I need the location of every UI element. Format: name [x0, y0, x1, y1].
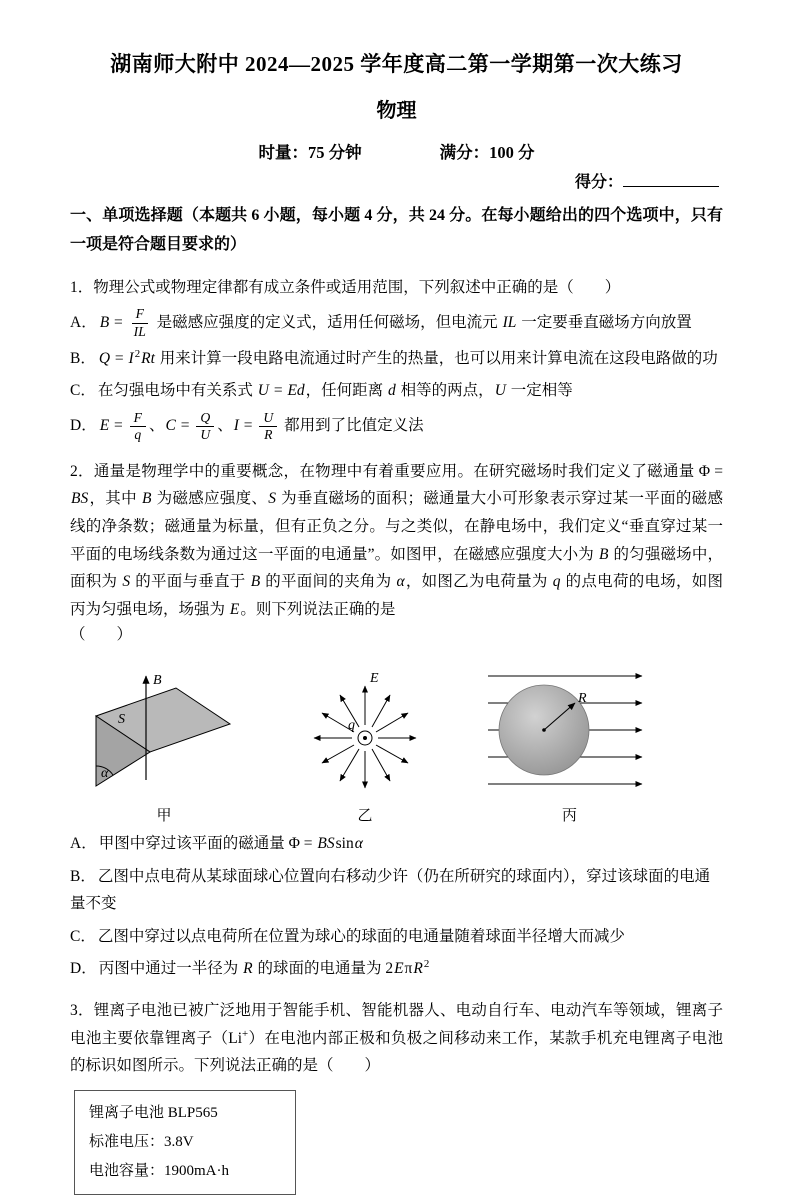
battery-capacity: 电池容量：1900mA·h	[89, 1163, 229, 1180]
label-alpha: α	[101, 766, 109, 782]
figure-yi-svg	[290, 656, 440, 802]
label-E: E	[370, 671, 379, 687]
label-R: R	[578, 691, 587, 707]
q1-option-d	[70, 410, 723, 444]
q2-option-c	[70, 923, 723, 951]
q1-option-b-text: $Q = I^2Rt$ 用来计算一段电路电流通过时产生的热量，也可以用来计算电流在这段电路做的功	[98, 347, 718, 367]
score-label: 得分：	[574, 174, 623, 191]
score-row	[70, 169, 723, 192]
label-q: q	[348, 718, 355, 734]
q2-answer-bracket: （ ）	[70, 626, 133, 644]
label-B: B	[153, 673, 162, 689]
battery-model: 锂离子电池 BLP565	[89, 1104, 218, 1121]
q3-stem: 3．锂离子电池已被广泛地用于智能手机、智能机器人、电动自行车、电动汽车等领域，锂离子电池主要依靠锂离子（Li+）在电池内部正极和负极之间移动来工作，某款手机充电锂离子电池的标识如图所示。下列说法正确的是（ ）	[70, 1001, 723, 1075]
q2-option-d	[70, 955, 723, 983]
q1-option-d-label: D．	[70, 417, 97, 435]
section1-heading: 一、单项选择题（本题共 6 小题，每小题 4 分，共 24 分。在每小题给出的四个选项中，只有一项是符合题目要求的）	[70, 207, 723, 253]
figure-jia-caption: 甲	[156, 808, 172, 825]
figure-jia	[80, 668, 248, 825]
q1-option-b-label: B．	[70, 349, 96, 367]
q2-option-b	[70, 863, 723, 918]
full-score-label: 满分：100 分	[439, 143, 535, 162]
q1-option-c	[70, 377, 723, 405]
subject-title: 物理	[376, 100, 417, 122]
figure-bing-caption: 丙	[561, 808, 577, 825]
point-charge-dot	[363, 736, 367, 740]
q2-option-b-text: 乙图中点电荷从某球面球心位置向右移动少许（仍在所研究的球面内），穿过该球面的电通量不变	[70, 867, 711, 913]
q2-stem: 2．通量是物理学中的重要概念，在物理中有着重要应用。在研究磁场时我们定义了磁通量 Φ = BS，其中 B 为磁感应强度、S 为垂直磁场的面积；磁通量大小可形象表示穿过某一平面的磁感线的净条数；磁通量为标量，但有正负之分。与之类似，在静电场中，我们定义“垂直穿过某一平面的电场线条数为通过这一平面的电通量”。如图甲，在磁感应强度大小为 B 的匀强磁场中，面积为 S 的平面与垂直于 B 的平面间的夹角为 α，如图乙为电荷量为 q 的点电荷的电场，如图丙为匀强电场，场强为 E。则下列说法正确的是	[70, 462, 723, 618]
duration-label: 时量：75 分钟	[258, 143, 362, 162]
figure-bing	[482, 656, 657, 825]
q1-option-a-text: B = $\frac{F}{IL}$ 是磁感应强度的定义式，适用任何磁场，但电流元 IL 一定要垂直磁场方向放置	[99, 306, 692, 339]
figure-yi	[290, 656, 440, 825]
q1-option-c-label: C．	[70, 382, 96, 400]
q2-option-b-label: B．	[70, 867, 96, 885]
score-blank	[623, 172, 719, 187]
q2-option-c-text: 乙图中穿过以点电荷所在位置为球心的球面的电通量随着球面半径增大而减少	[97, 927, 625, 945]
question-3	[70, 997, 723, 1195]
q2-option-d-label: D．	[70, 960, 97, 978]
q2-option-a-label: A．	[70, 835, 97, 853]
figure-jia-svg	[80, 668, 248, 802]
exam-title: 湖南师大附中 2024—2025 学年度高二第一学期第一次大练习	[110, 52, 683, 76]
q1-option-b	[70, 345, 723, 373]
q2-figures	[80, 656, 723, 825]
q1-option-c-text: 在匀强电场中有关系式 U = Ed，任何距离 d 相等的两点，U 一定相等	[97, 382, 573, 400]
q1-option-d-text: E = $\frac{F}{q}$ 、C = $\frac{Q}{U}$ 、I = $\frac{U}{R}$ 都用到了比值定义法	[99, 410, 424, 443]
exam-meta-row	[70, 139, 723, 163]
q2-option-a-text: 甲图中穿过该平面的磁通量 Φ = BSsinα	[98, 835, 363, 853]
q2-option-d-text: 丙图中通过一半径为 R 的球面的电通量为 2EπR$^2$	[98, 958, 430, 978]
battery-label-box	[74, 1090, 296, 1195]
question-1	[70, 274, 723, 444]
battery-voltage: 标准电压：3.8V	[89, 1133, 194, 1150]
q1-stem: 1．物理公式或物理定律都有成立条件或适用范围，下列叙述中正确的是（ ）	[70, 278, 621, 296]
q1-option-a-label: A．	[70, 313, 97, 331]
label-S: S	[118, 712, 125, 728]
q1-option-a	[70, 306, 723, 340]
figure-bing-svg	[482, 656, 657, 802]
q2-option-c-label: C．	[70, 927, 96, 945]
question-2	[70, 458, 723, 983]
q2-option-a	[70, 830, 723, 858]
figure-yi-caption: 乙	[357, 808, 373, 825]
